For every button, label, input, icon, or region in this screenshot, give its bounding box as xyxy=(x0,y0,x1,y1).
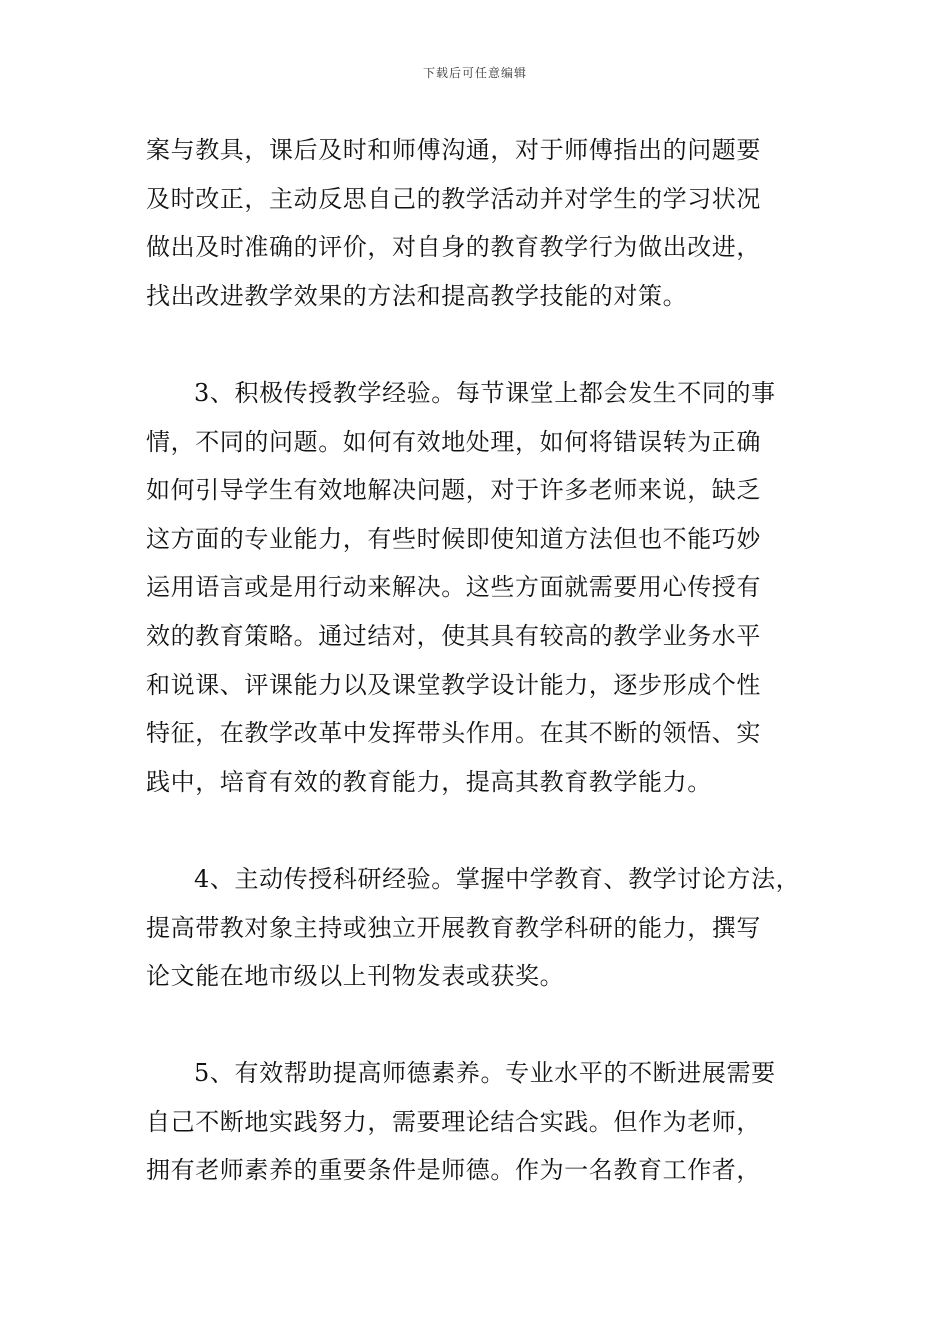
text-line: 特征，在教学改革中发挥带头作用。在其不断的领悟、实 xyxy=(146,719,761,748)
text-line: 提高带教对象主持或独立开展教育教学科研的能力，撰写 xyxy=(146,913,761,942)
text-line: 拥有老师素养的重要条件是师德。作为一名教育工作者， xyxy=(146,1156,761,1185)
paragraph-5 xyxy=(146,1049,816,1195)
paragraph-3 xyxy=(146,369,816,806)
document-body xyxy=(146,126,816,1195)
text-line: 情，不同的问题。如何有效地处理，如何将错误转为正确 xyxy=(146,427,761,456)
text-line: 及时改正，主动反思自己的教学活动并对学生的学习状况 xyxy=(146,184,761,213)
text-line: 4、主动传授科研经验。掌握中学教育、教学讨论方法， xyxy=(194,864,801,893)
paragraph-gap xyxy=(146,1001,816,1050)
text-line: 5、有效帮助提高师德素养。专业水平的不断进展需要 xyxy=(194,1059,776,1088)
text-line: 案与教具，课后及时和师傅沟通，对于师傅指出的问题要 xyxy=(146,136,761,164)
text-line: 找出改进教学效果的方法和提高教学技能的对策。 xyxy=(146,281,688,310)
text-line: 这方面的专业能力，有些时候即使知道方法但也不能巧妙 xyxy=(146,524,761,553)
text-line: 践中，培育有效的教育能力，提高其教育教学能力。 xyxy=(146,767,712,796)
page-header: 下载后可任意编辑 xyxy=(422,66,527,80)
text-line: 效的教育策略。通过结对，使其具有较高的教学业务水平 xyxy=(146,621,761,650)
paragraph-continuation xyxy=(146,126,816,320)
text-line: 如何引导学生有效地解决问题，对于许多老师来说，缺乏 xyxy=(146,476,761,505)
text-line: 3、积极传授教学经验。每节课堂上都会发生不同的事 xyxy=(194,378,776,407)
text-line: 做出及时准确的评价，对自身的教育教学行为做出改进， xyxy=(146,233,761,262)
paragraph-gap xyxy=(146,806,816,855)
paragraph-4 xyxy=(146,855,816,1001)
text-line: 论文能在地市级以上刊物发表或获奖。 xyxy=(146,962,565,991)
paragraph-gap xyxy=(146,320,816,369)
text-line: 自己不断地实践努力，需要理论结合实践。但作为老师， xyxy=(146,1107,761,1136)
text-line: 运用语言或是用行动来解决。这些方面就需要用心传授有 xyxy=(146,573,761,602)
text-line: 和说课、评课能力以及课堂教学设计能力，逐步形成个性 xyxy=(146,670,761,699)
